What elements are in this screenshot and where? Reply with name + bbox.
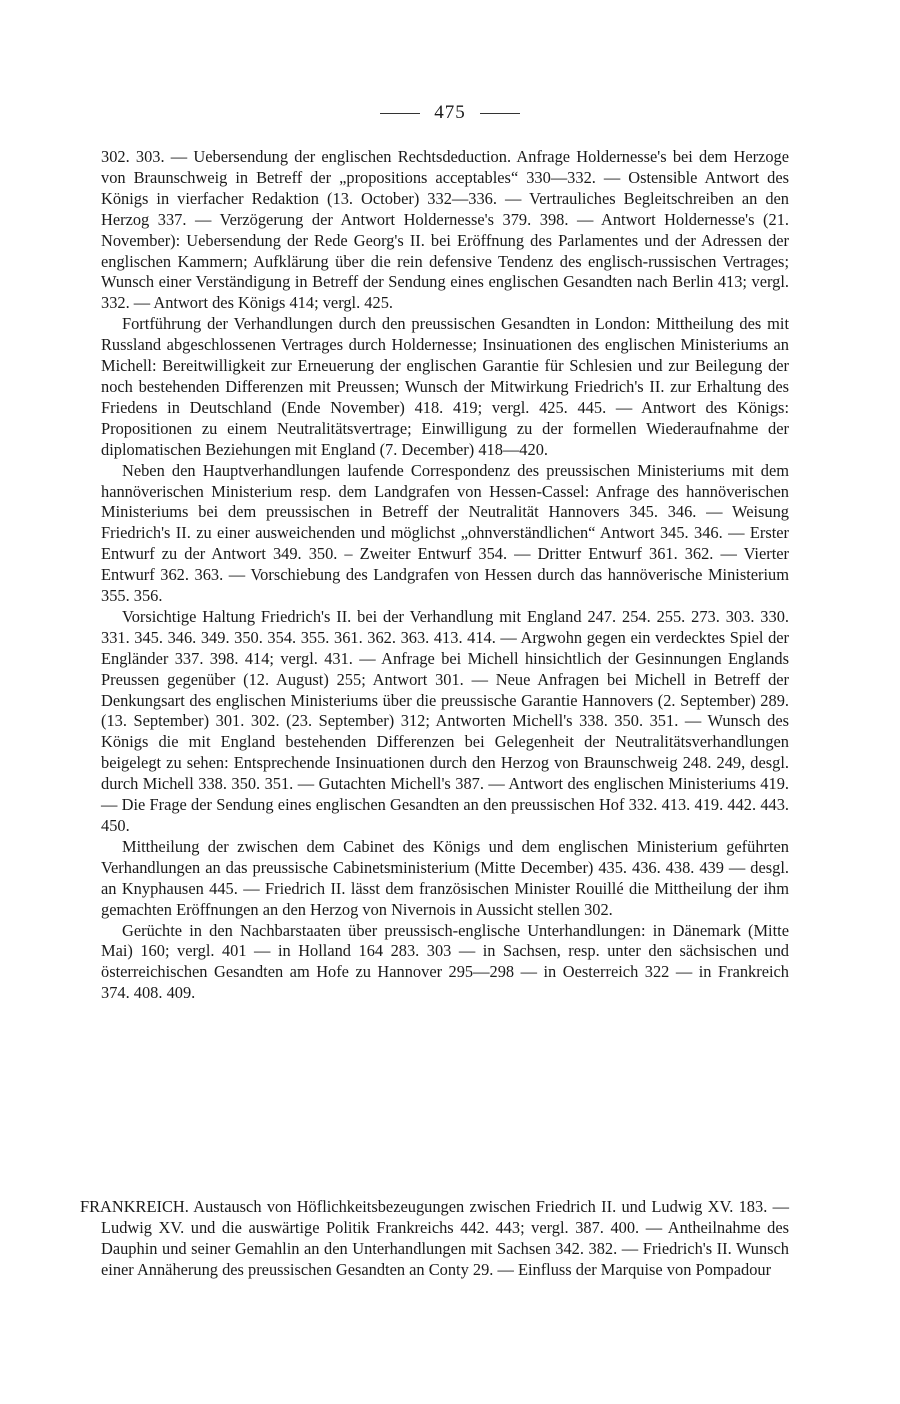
entry-frankreich [80,1197,789,1281]
paragraph-rechtsdeduction: 302. 303. — Uebersendung der englischen Rechtsdeduction. Anfrage Holdernesse's bei dem Herzoge von Braunschweig in Betreff der „propositions acceptables“ 330—332. — Ostensible Antwort des Königs in vierfacher Redaktion (13. October) 332—336. — Vertrauliches Begleitschreiben an den Herzog 337. — Verzögerung der Antwort Holdernesse's 379. 398. — Antwort Holdernesse's (21. November): Uebersendung der Rede Georg's II. bei Eröffnung des Parlamentes und der Adressen der englischen Kammern; Aufklärung über die rein defensive Tendenz des englisch-russischen Vertrages; Wunsch einer Verständigung in Betreff der Sendung eines englischen Gesandten nach Berlin 413; vergl. 332. — Antwort des Königs 414; vergl. 425. [101,147,789,313]
paragraph-london: Fortführung der Verhandlungen durch den preussischen Gesandten in London: Mittheilung des mit Russland abgeschlossenen Vertrages durch Holdernesse; Insinuationen des englischen Ministeriums an Michell: Bereitwilligkeit zur Erneuerung der englischen Garantie für Schlesien und zur Beilegung der noch bestehenden Differenzen mit Preussen; Wunsch der Mitwirkung Friedrich's II. zur Erhaltung des Friedens in Deutschland (Ende November) 418. 419; vergl. 425. 445. — Antwort des Königs: Propositionen zu einem Neutralitätsvertrage; Einwilligung zu der formellen Wiederaufnahme der diplomatischen Beziehungen mit England (7. December) 418—420. [101,314,789,459]
page-number: 475 [434,102,466,123]
frankreich-paragraph [80,1197,789,1281]
paragraph-hannover: Neben den Hauptverhandlungen laufende Correspondenz des preussischen Ministeriums mit dem hannöverischen Ministerium resp. dem Landgrafen von Hessen-Cassel: Anfrage des hannöverischen Ministeriums bei dem preussischen in Betreff der Neutralität Hannovers 345. 346. — Weisung Friedrich's II. zu einer ausweichenden und möglichst „ohnverständlichen“ Antwort 345. 346. — Erster Entwurf zu der Antwort 349. 350. – Zweiter Entwurf 354. — Dritter Entwurf 361. 362. — Vierter Entwurf 362. 363. — Vorschiebung des Landgrafen von Hessen durch das hannöverische Ministerium 355. 356. [101,460,789,606]
paragraph-geruechte: Gerüchte in den Nachbarstaaten über preussisch-englische Unterhandlungen: in Dänemark (Mitte Mai) 160; vergl. 401 — in Holland 164 283. 303 — in Sachsen, resp. unter den sächsischen und österreichischen Gesandten am Hofe zu Hannover 295—298 — in Oesterreich 322 — in Frankreich 374. 408. 409. [101,920,789,1003]
paragraph-haltung: Vorsichtige Haltung Friedrich's II. bei der Verhandlung mit England 247. 254. 255. 273. 303. 330. 331. 345. 346. 349. 350. 354. 355. 361. 362. 363. 413. 414. — Argwohn gegen ein verdecktes Spiel der Engländer 337. 398. 414; vergl. 431. — Anfrage bei Michell hinsichtlich der Gesinnungen Englands Preussen gegenüber (12. August) 255; Antwort 301. — Neue Anfragen bei Michell in Betreff der Denkungsart des englischen Ministeriums über die preussische Garantie Hannovers (2. September) 289. (13. September) 301. 302. (23. September) 312; Antworten Michell's 338. 350. 351. — Wunsch des Königs die mit England bestehenden Differenzen bei Gelegenheit der Neutralitätsverhandlungen beigelegt zu sehen: Entsprechende Insinuationen durch den Herzog von Braunschweig 248. 249, desgl. durch Michell 338. 350. 351. — Gutachten Michell's 387. — Antwort des englischen Ministeriums 419. — Die Frage der Sendung eines englischen Gesandten an den preussischen Hof 332. 413. 419. 442. 443. 450. [101,606,789,835]
header-rule-right [480,113,520,114]
header-rule-left [380,113,420,114]
entry-heading: FRANKREICH. [80,1197,189,1216]
entry-text: Austausch von Höflichkeitsbezeugungen zwischen Friedrich II. und Ludwig XV. 183. — Ludwig XV. und die auswärtige Politik Frankreichs 442. 443; vergl. 387. 400. — Antheilnahme des Dauphin und seiner Gemahlin an den Unterhandlungen mit Sachsen 342. 382. — Friedrich's II. Wunsch einer Annäherung des preussischen Gesandten an Conty 29. — Einfluss der Marquise von Pompadour [101,1197,789,1279]
continued-entry [101,147,789,1004]
page-header [0,101,900,125]
paragraph-mittheilung: Mittheilung der zwischen dem Cabinet des Königs und dem englischen Ministerium geführten Verhandlungen an das preussische Cabinetsministerium (Mitte December) 435. 436. 438. 439 — desgl. an Knyphausen 445. — Friedrich II. lässt dem französischen Minister Rouillé die Mittheilung der ihm gemachten Eröffnungen an den Herzog von Nivernois in Aussicht stellen 302. [101,836,789,919]
